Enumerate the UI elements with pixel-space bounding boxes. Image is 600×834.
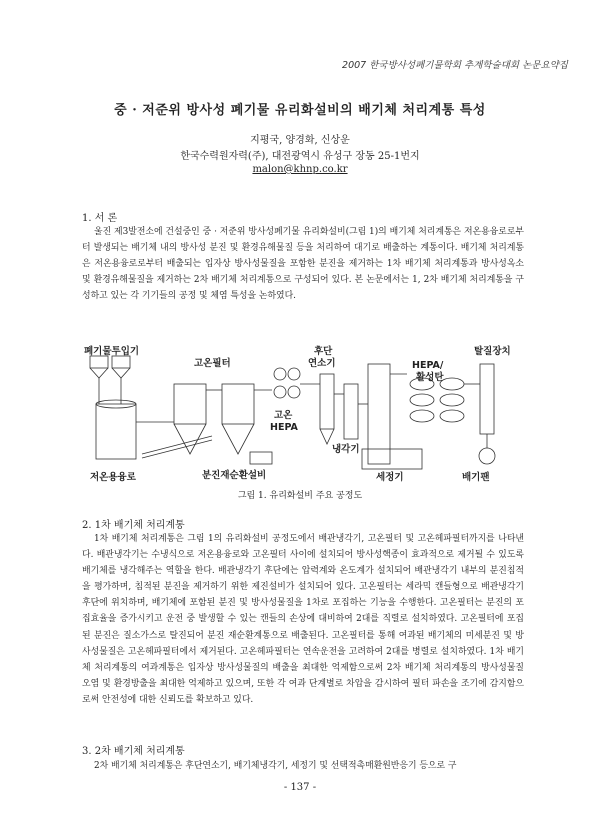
conference-header: 2007 한국방사성폐기물학회 추계학술대회 논문요약집 (342, 60, 568, 71)
label-scrubber: 세정기 (376, 472, 404, 483)
process-diagram (82, 344, 524, 484)
section-3-heading: 3. 2차 배기체 처리계통 (82, 746, 185, 757)
hot-filter-2 (222, 384, 254, 424)
exhaust-fan (479, 448, 495, 464)
label-hepa-1: 고온 (274, 410, 293, 421)
label-cooler: 냉각기 (332, 444, 360, 455)
label-hepa-2: HEPA (270, 422, 298, 433)
hot-filter-1 (174, 384, 206, 424)
label-hepa-adsorb-2: 활성탄 (416, 372, 444, 383)
section-1-body (82, 224, 524, 304)
dust-recycle-unit (250, 452, 272, 464)
label-melter: 저온용융로 (90, 472, 136, 483)
label-hot-filter: 고온필터 (194, 358, 231, 369)
paper-authors: 지평국, 양경화, 신상운 (250, 135, 350, 146)
denox-reactor (480, 364, 494, 434)
section-2-paragraph: 1차 배기체 처리계통은 그림 1의 유리화설비 공정도에서 배관냉각기, 고온필터 및 고온헤파필터까지를 나타낸다. 배관냉각기는 수냉식으로 저온용융로와 고온필터 사이에 설치되어 방사성핵종이 효과적으로 제거될 수 있도록 배기체를 냉각해주는 역할을 한다. 배관냉각기 후단에는 압력계와 온도계가 설치되어 배관냉각기 내부의 분진침적을 평가하며, 침적된 분진을 제거하기 위한 제진설비가 설치되어 있다. 고온필터는 세라믹 캔들형으로 배관냉각기 후단에 위치하며, 배기체에 포함된 분진 및 방사성물질을 1차로 포집하는 기능을 수행한다. 고온필터는 분진의 포집효율을 증가시키고 운전 중 발생할 수 있는 캔들의 손상에 대비하여 2대를 직렬로 설치하였다. 고온필터에 포집된 분진은 질소가스로 탈진되어 분진 재순환계통으로 배출된다. 고온필터를 통해 여과된 배기체의 미세분진 및 방사성물질은 고온헤파필터에서 제거된다. 고온헤파필터는 연속운전을 고려하여 2대를 병렬로 설치하였다. 1차 배기체 처리계통의 여과계통은 입자상 방사성물질의 배출을 최대한 억제함으로써 2차 배기체 처리계통의 방사성물질 오염 및 환경방출을 최대한 억제하고 있으며, 또한 각 여과 단계별로 차압을 감시하여 필터 파손을 조기에 감지함으로써 안전성에 대한 신뢰도를 확보하고 있다. (82, 534, 524, 705)
author-email[interactable]: malon@khnp.co.kr (252, 164, 348, 175)
cooler (344, 384, 358, 439)
section-3-paragraph: 2차 배기체 처리계통은 후단연소기, 배기체냉각기, 세정기 및 선택적촉매환원반응기 등으로 구 (94, 761, 457, 771)
label-hepa-adsorb-1: HEPA/ (412, 360, 444, 371)
section-1-paragraph: 울진 제3발전소에 건설중인 중 · 저준위 방사성폐기물 유리화설비(그림 1)의 배기체 처리계통은 저온용융로로부터 발생되는 배기체 내의 방사성 분진 및 환경유해물질 등을 처리하여 대기로 배출하는 계통이다. 배기체 처리계통은 저온용융로로부터 배출되는 입자상 방사성물질을 포함한 분진을 제거하는 1차 배기체 처리계통과 방사성옥소 및 환경유해물질을 제거하는 2차 배기체 처리계통으로 구성되어 있다. 본 논문에서는 1, 2차 배기체 처리계통을 구성하고 있는 각 기기들의 공정 및 체염 특성을 논하였다. (82, 227, 524, 302)
paper-title: 중 · 저준위 방사성 폐기물 유리화설비의 배기체 처리계통 특성 (114, 103, 486, 118)
section-3-body (82, 758, 524, 774)
feed-hopper-1 (90, 356, 108, 368)
section-2-heading: 2. 1차 배기체 처리계통 (82, 520, 185, 531)
afterburner (320, 374, 334, 429)
page-number: - 137 - (283, 782, 317, 793)
label-afterburner-1: 후단 (314, 346, 333, 357)
melter-vessel (96, 404, 136, 459)
label-afterburner-2: 연소기 (308, 358, 336, 369)
label-fan: 배기팬 (462, 472, 490, 483)
label-recycle: 분진재순환설비 (202, 470, 267, 481)
scrubber-tank (362, 449, 422, 469)
section-2-body (82, 531, 524, 708)
paper-affiliation: 한국수력원자력(주), 대전광역시 유성구 장동 25-1번지 (180, 151, 420, 162)
label-denox: 탈질장치 (474, 346, 511, 357)
label-feed: 폐기물투입기 (84, 346, 140, 357)
section-1-heading: 1. 서 론 (82, 213, 118, 224)
feed-hopper-2 (112, 356, 130, 368)
figure-caption: 그림 1. 유리화설비 주요 공정도 (237, 491, 363, 501)
